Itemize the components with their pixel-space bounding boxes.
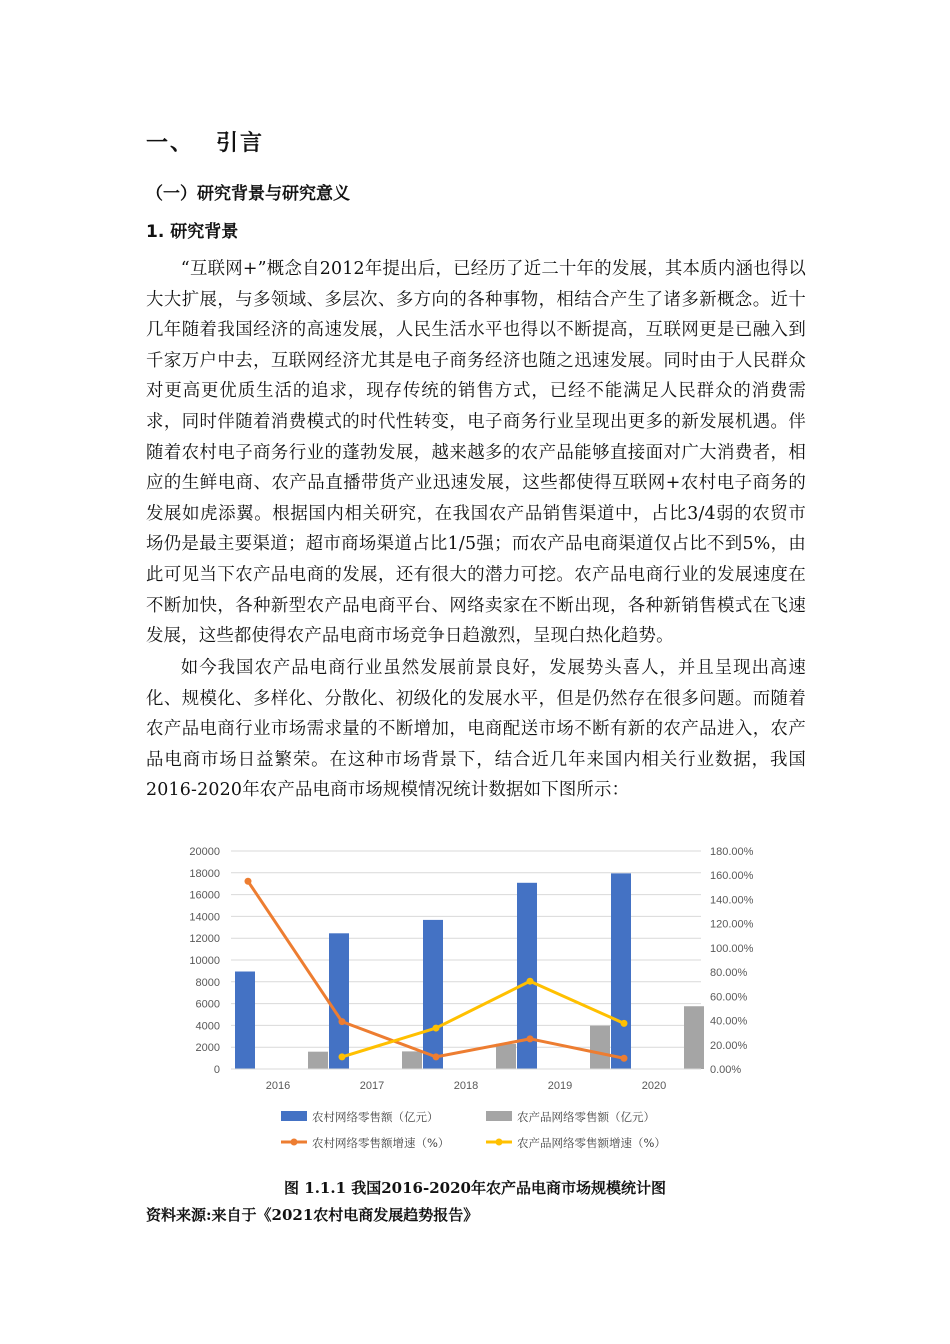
bar bbox=[423, 920, 443, 1069]
subsubsection-heading: 1. 研究背景 bbox=[146, 222, 239, 242]
right-axis-tick-label: 160.00% bbox=[710, 870, 754, 883]
bar bbox=[235, 971, 255, 1069]
right-axis-tick-label: 40.00% bbox=[710, 1015, 748, 1028]
left-axis-tick-label: 0 bbox=[213, 1064, 220, 1076]
series-marker bbox=[433, 1025, 440, 1032]
legend-swatch bbox=[281, 1111, 307, 1121]
left-axis-tick-label: 8000 bbox=[195, 976, 220, 989]
section-heading bbox=[146, 126, 264, 157]
x-axis-tick-label: 2019 bbox=[547, 1080, 573, 1092]
right-axis-tick-label: 180.00% bbox=[710, 846, 754, 858]
left-axis-tick-label: 14000 bbox=[189, 911, 220, 924]
series-marker bbox=[339, 1053, 346, 1060]
legend-marker bbox=[291, 1139, 298, 1146]
series-marker bbox=[339, 1018, 346, 1025]
legend-label: 农村网络零售额（亿元） bbox=[312, 1110, 439, 1124]
right-axis-tick-label: 80.00% bbox=[710, 967, 748, 980]
left-axis-tick-label: 2000 bbox=[195, 1042, 220, 1055]
right-axis-tick-label: 20.00% bbox=[710, 1039, 748, 1052]
left-axis-tick-label: 20000 bbox=[189, 846, 220, 858]
right-axis-tick-label: 60.00% bbox=[710, 991, 748, 1004]
x-axis-tick-label: 2018 bbox=[453, 1080, 479, 1092]
subsection-heading: （一）研究背景与研究意义 bbox=[146, 184, 350, 204]
market-scale-chart bbox=[176, 838, 776, 1168]
series-marker bbox=[527, 978, 534, 985]
section-title: 引言 bbox=[216, 131, 265, 156]
series-marker bbox=[527, 1035, 534, 1042]
left-axis-tick-label: 12000 bbox=[189, 933, 220, 946]
legend-label: 农产品网络零售额增速（%） bbox=[517, 1136, 666, 1150]
legend-label: 农村网络零售额增速（%） bbox=[312, 1136, 450, 1150]
bar bbox=[308, 1052, 328, 1069]
chart-svg bbox=[176, 838, 776, 1168]
series-line bbox=[342, 981, 624, 1057]
figure-source: 资料来源:来自于《2021农村电商发展趋势报告》 bbox=[146, 1206, 479, 1224]
left-axis-tick-label: 4000 bbox=[195, 1020, 220, 1033]
legend-marker bbox=[496, 1139, 503, 1146]
right-axis-tick-label: 120.00% bbox=[710, 918, 754, 931]
bar bbox=[496, 1044, 516, 1069]
right-axis-tick-label: 100.00% bbox=[710, 942, 754, 955]
body-paragraph-2: 如今我国农产品电商行业虽然发展前景良好，发展势头喜人，并且呈现出高速化、规模化、多样化、分散化、初级化的发展水平，但是仍然存在很多问题。而随着农产品电商行业市场需求量的不断增加，电商配送市场不断有新的农产品进入，农产品电商市场日益繁荣。在这种市场背景下，结合近几年来国内相关行业数据，我国2016-2020年农产品电商市场规模情况统计数据如下图所示： bbox=[146, 658, 806, 801]
series-marker bbox=[621, 1055, 628, 1062]
right-axis-tick-label: 140.00% bbox=[710, 894, 754, 907]
section-number: 一、 bbox=[146, 131, 195, 156]
x-axis-tick-label: 2020 bbox=[641, 1080, 667, 1092]
series-marker bbox=[433, 1053, 440, 1060]
bar bbox=[590, 1026, 610, 1069]
legend-label: 农产品网络零售额（亿元） bbox=[517, 1110, 655, 1124]
x-axis-tick-label: 2016 bbox=[265, 1080, 291, 1092]
left-axis-tick-label: 18000 bbox=[189, 867, 220, 880]
left-axis-tick-label: 10000 bbox=[189, 955, 220, 967]
legend-swatch bbox=[486, 1111, 512, 1121]
right-axis-tick-label: 0.00% bbox=[710, 1064, 742, 1076]
bar bbox=[329, 933, 349, 1069]
x-axis-tick-label: 2017 bbox=[359, 1080, 385, 1092]
series-marker bbox=[245, 878, 252, 885]
left-axis-tick-label: 16000 bbox=[189, 889, 220, 902]
bar bbox=[684, 1006, 704, 1069]
body-paragraph-1: “互联网+”概念自2012年提出后，已经历了近二十年的发展，其本质内涵也得以大大扩展，与多领域、多层次、多方向的各种事物，相结合产生了诸多新概念。近十几年随着我国经济的高速发展，人民生活水平也得以不断提高，互联网更是已融入到千家万户中去，互联网经济尤其是电子商务经济也随之迅速发展。同时由于人民群众对更高更优质生活的追求，现存传统的销售方式，已经不能满足人民群众的消费需求，同时伴随着消费模式的时代性转变，电子商务行业呈现出更多的新发展机遇。伴随着农村电子商务行业的蓬勃发展，越来越多的农产品能够直接面对广大消费者，相应的生鲜电商、农产品直播带货产业迅速发展，这些都使得互联网+农村电子商务的发展如虎添翼。根据国内相关研究，在我国农产品销售渠道中，占比3/4弱的农贸市场仍是最主要渠道；超市商场渠道占比1/5强；而农产品电商渠道仅占比不到5%，由此可见当下农产品电商的发展，还有很大的潜力可挖。农产品电商行业的发展速度在不断加快，各种新型农产品电商平台、网络卖家在不断出现，各种新销售模式在飞速发展，这些都使得农产品电商市场竞争日趋激烈，呈现白热化趋势。 bbox=[146, 259, 806, 647]
series-marker bbox=[621, 1020, 628, 1027]
left-axis-tick-label: 6000 bbox=[195, 998, 220, 1011]
bar bbox=[402, 1051, 422, 1069]
bar bbox=[611, 873, 631, 1069]
figure-caption: 图 1.1.1 我国2016-2020年农产品电商市场规模统计图 bbox=[284, 1179, 666, 1197]
